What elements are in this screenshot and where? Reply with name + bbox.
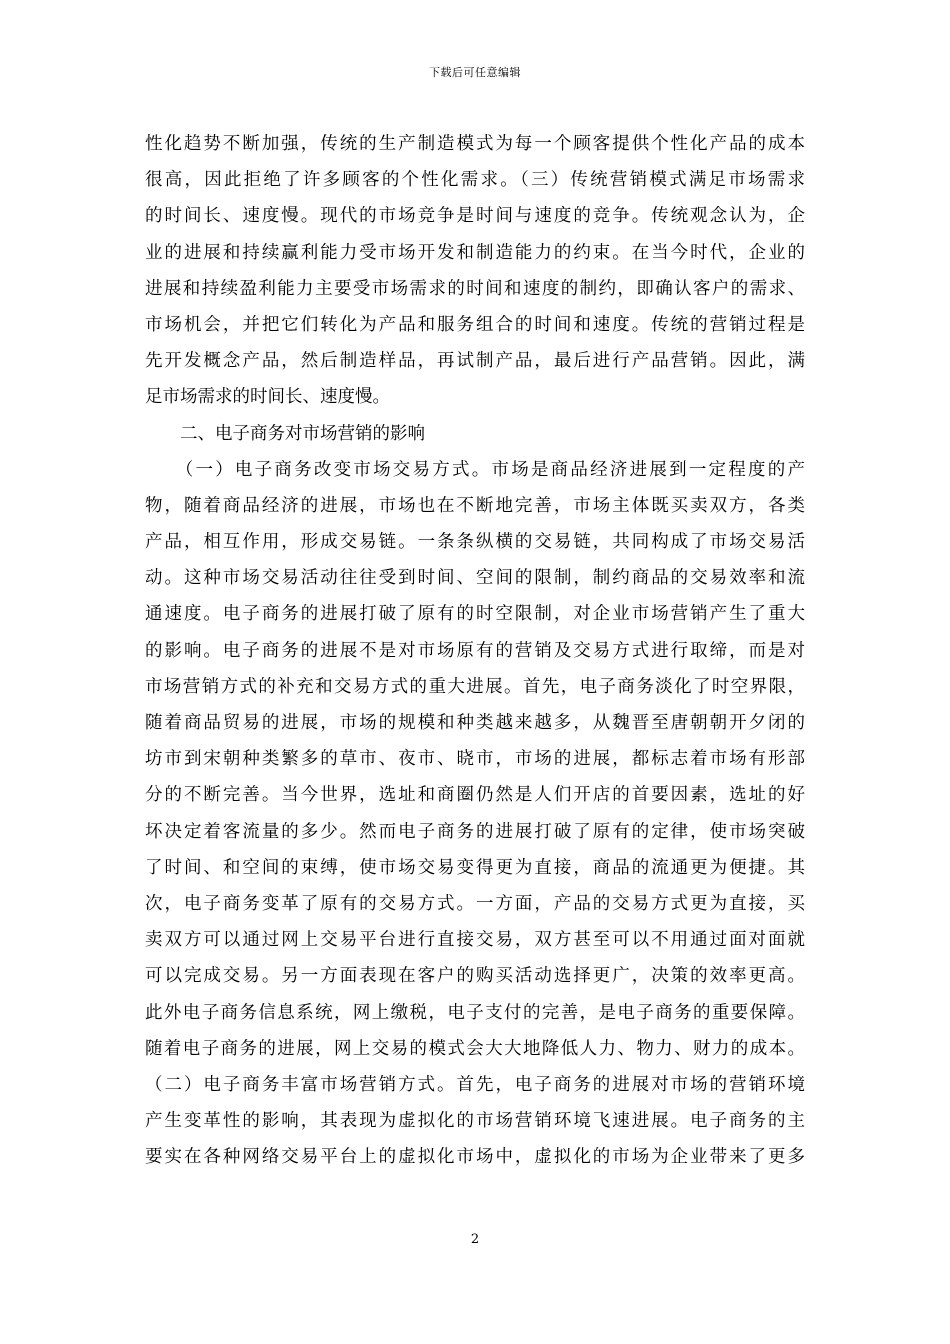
paragraph-line: 业的进展和持续赢利能力受市场开发和制造能力的约束。在当今时代，企业的 <box>145 242 805 263</box>
paragraph-line: 随着电子商务的进展，网上交易的模式会大大地降低人力、物力、财力的成本。 <box>145 1038 805 1059</box>
paragraph-line: 进展和持续盈利能力主要受市场需求的时间和速度的制约，即确认客户的需求、 <box>145 278 805 299</box>
section-heading: 二、电子商务对市场营销的影响 <box>145 423 425 444</box>
page-number: 2 <box>470 1232 480 1247</box>
paragraph-line: 分的不断完善。当今世界，选址和商圈仍然是人们开店的首要因素，选址的好 <box>145 785 805 806</box>
paragraph-line: 通速度。电子商务的进展打破了原有的时空限制，对企业市场营销产生了重大 <box>145 604 805 625</box>
paragraph-line: 动。这种市场交易活动往往受到时间、空间的限制，制约商品的交易效率和流 <box>145 568 805 589</box>
paragraph-line: 此外电子商务信息系统，网上缴税，电子支付的完善，是电子商务的重要保障。 <box>145 1002 805 1023</box>
paragraph-line: 足市场需求的时间长、速度慢。 <box>145 387 390 408</box>
paragraph-line: 的影响。电子商务的进展不是对市场原有的营销及交易方式进行取缔，而是对 <box>145 640 805 661</box>
paragraph-line: 先开发概念产品，然后制造样品，再试制产品，最后进行产品营销。因此，满 <box>145 351 805 372</box>
paragraph-line: 可以完成交易。另一方面表现在客户的购买活动选择更广，决策的效率更高。 <box>145 966 805 987</box>
paragraph-line: 物，随着商品经济的进展，市场也在不断地完善，市场主体既买卖双方，各类 <box>145 495 805 516</box>
paragraph-line: （一）电子商务改变市场交易方式。市场是商品经济进展到一定程度的产 <box>145 459 805 480</box>
paragraph-line: 很高，因此拒绝了许多顾客的个性化需求。（三）传统营销模式满足市场需求 <box>145 170 805 191</box>
paragraph-line: 次，电子商务变革了原有的交易方式。一方面，产品的交易方式更为直接，买 <box>145 893 805 914</box>
paragraph-line: 要实在各种网络交易平台上的虚拟化市场中，虚拟化的市场为企业带来了更多 <box>145 1147 805 1168</box>
paragraph-line: 卖双方可以通过网上交易平台进行直接交易，双方甚至可以不用通过面对面就 <box>145 930 805 951</box>
paragraph-line: 产品，相互作用，形成交易链。一条条纵横的交易链，共同构成了市场交易活 <box>145 532 805 553</box>
paragraph-line: （二）电子商务丰富市场营销方式。首先，电子商务的进展对市场的营销环境 <box>145 1074 805 1095</box>
page-header: 下载后可任意编辑 <box>429 66 521 79</box>
paragraph-line: 了时间、和空间的束缚，使市场交易变得更为直接，商品的流通更为便捷。其 <box>145 857 805 878</box>
document-body <box>145 126 805 1175</box>
paragraph-line: 性化趋势不断加强，传统的生产制造模式为每一个顾客提供个性化产品的成本 <box>145 134 805 154</box>
paragraph-line: 市场营销方式的补充和交易方式的重大进展。首先，电子商务淡化了时空界限， <box>145 676 805 697</box>
paragraph-line: 坊市到宋朝种类繁多的草市、夜市、晓市，市场的进展，都标志着市场有形部 <box>145 749 805 770</box>
paragraph-line: 的时间长、速度慢。现代的市场竞争是时间与速度的竞争。传统观念认为，企 <box>145 206 805 227</box>
paragraph-line: 产生变革性的影响，其表现为虚拟化的市场营销环境飞速进展。电子商务的主 <box>145 1111 805 1132</box>
paragraph-line: 坏决定着客流量的多少。然而电子商务的进展打破了原有的定律，使市场突破 <box>145 821 805 842</box>
paragraph-line: 随着商品贸易的进展，市场的规模和种类越来越多，从魏晋至唐朝朝开夕闭的 <box>145 713 805 733</box>
paragraph-line: 市场机会，并把它们转化为产品和服务组合的时间和速度。传统的营销过程是 <box>145 314 805 335</box>
